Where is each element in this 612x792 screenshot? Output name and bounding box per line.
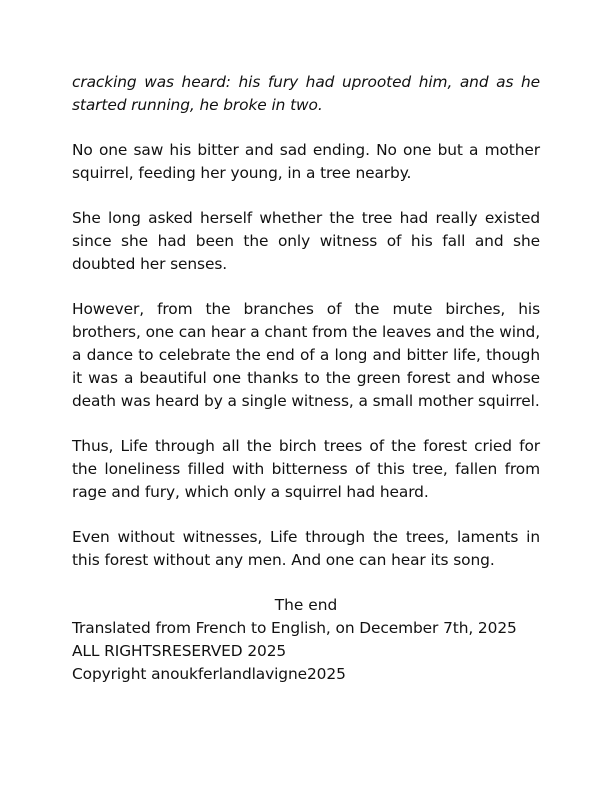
paragraph-birches-chant: However, from the branches of the mute birches, his brothers, one can hear a chant from the leaves and the wind, a dance to celebrate the end of a long and bitter life, though it was a beautiful one thanks to the green forest and whose death was heard by a single witness, a small mother squirrel. bbox=[72, 300, 540, 410]
paragraph-opening: cracking was heard: his fury had uprooted him, and as he started running, he broke in two. bbox=[72, 73, 540, 114]
translation-note: Translated from French to English, on December 7th, 2025 bbox=[72, 619, 517, 637]
copyright-notice: Copyright anoukferlandlavigne2025 bbox=[72, 665, 346, 683]
paragraph-ending: No one saw his bitter and sad ending. No one but a mother squirrel, feeding her young, in a tree nearby. bbox=[72, 141, 540, 182]
paragraph-squirrel-doubt: She long asked herself whether the tree had really existed since she had been the only witness of his fall and she doubted her senses. bbox=[72, 209, 540, 273]
page-body bbox=[72, 71, 540, 686]
paragraph-song: Even without witnesses, Life through the trees, laments in this forest without any men. And one can hear its song. bbox=[72, 528, 540, 569]
rights-notice: ALL RIGHTSRESERVED 2025 bbox=[72, 642, 287, 660]
paragraph-life-cried: Thus, Life through all the birch trees of the forest cried for the loneliness filled with bitterness of this tree, fallen from rage and fury, which only a squirrel had heard. bbox=[72, 437, 540, 501]
end-title: The end bbox=[274, 596, 338, 614]
